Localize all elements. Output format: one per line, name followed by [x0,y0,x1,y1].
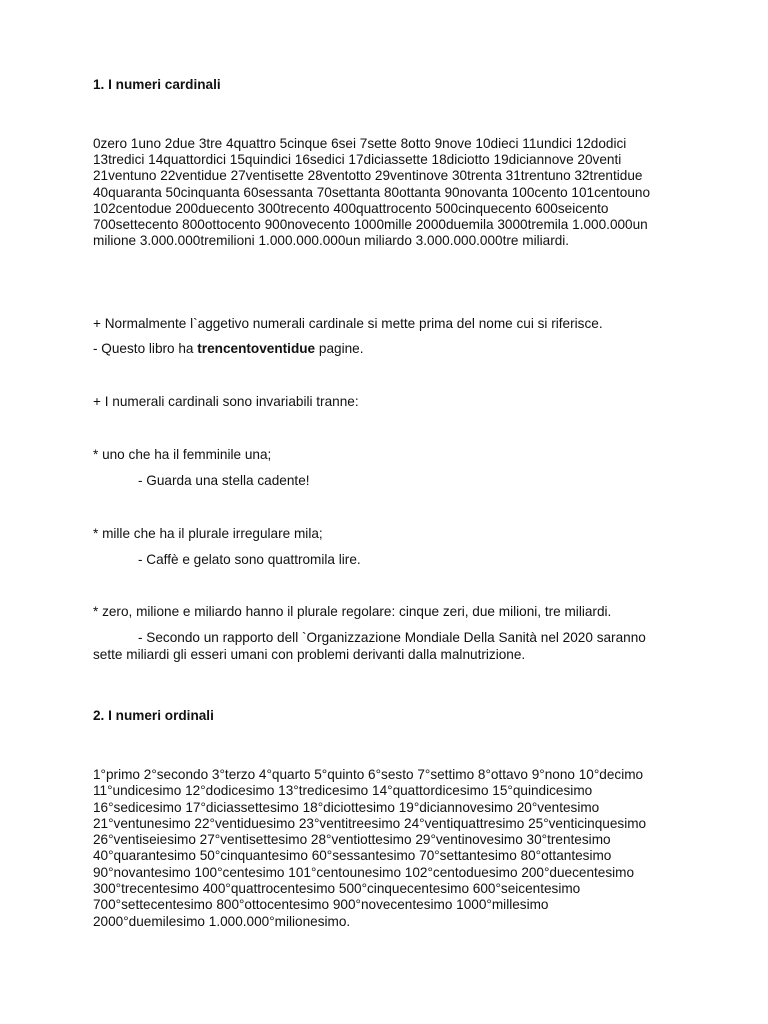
ordinal-line: 700°settecentesimo 800°ottocentesimo 900°novecentesimo 1000°millesimo [93,897,549,913]
ordinal-numbers-list [93,767,728,930]
ordinal-line: 40°quarantesimo 50°cinquantesimo 60°sessantesimo 70°settantesimo 80°ottantesimo [93,848,612,864]
ordinal-line: 11°undicesimo 12°dodicesimo 13°tredicesimo 14°quattordicesimo 15°quindicesimo [93,783,593,799]
rule-position: + Normalmente l`aggetivo numerali cardinale si mette prima del nome cui si riferisce. [93,316,603,331]
point-zero-milione-miliardo: * zero, milione e miliardo hanno il plurale regolare: cinque zeri, due milioni, tre miliardi. [93,604,612,619]
ordinal-line: 1°primo 2°secondo 3°terzo 4°quarto 5°quinto 6°sesto 7°settimo 8°ottavo 9°nono 10°decimo [93,767,644,782]
ordinal-line: 90°novantesimo 100°centesimo 101°centounesimo 102°centoduesimo 200°duecentesimo [93,864,635,880]
cardinal-numbers-list: 0zero 1uno 2due 3tre 4quattro 5cinque 6sei 7sette 8otto 9nove 10dieci 11undici 12dodici 13tredici 14quattordici 15quindici 16sedici 17diciassette 18diciotto 19diciannove 20venti 21ventuno 22ventidue 27ventisette 28ventotto 29ventinove 30trenta 31trentuno 32trentidue 40quaranta 50cinquanta 60sessanta 70settanta 80ottanta 90novanta 100cento 101centouno 102centodue 200duecento 300trecento 400quattrocento 500cinquecento 600seicento 700settecento 800ottocento 900novecento 1000mille 2000duemila 3000tremila 1.000.000un milione 3.000.000tremilioni 1.000.000.000un miliardo 3.000.000.000tre miliardi. [93,136,651,249]
example-text-post: pagine. [315,341,364,356]
point-mille: * mille che ha il plurale irregulare mila; [93,526,323,541]
example-mille: - Caffè e gelato sono quattromila lire. [138,552,361,567]
ordinal-line: 21°ventunesimo 22°ventiduesimo 23°ventitreesimo 24°ventiquattresimo 25°venticinquesimo [93,815,647,831]
section1-title: 1. I numeri cardinali [93,77,221,92]
example-uno: - Guarda una stella cadente! [138,473,310,488]
example-oms-line2: sette miliardi gli esseri umani con problemi derivanti dalla malnutrizione. [93,647,526,662]
ordinal-line: 2000°duemilesimo 1.000.000°milionesimo. [93,913,351,929]
example-oms-line1: - Secondo un rapporto dell `Organizzazione Mondiale Della Sanità nel 2020 saranno [138,630,646,645]
rule-invariable: + I numerali cardinali sono invariabili tranne: [93,394,359,409]
example-book-pages [93,341,678,357]
section2-title: 2. I numeri ordinali [93,708,214,723]
example-text-pre: - Questo libro ha [93,341,198,356]
ordinal-line: 16°sedicesimo 17°diciassettesimo 18°diciottesimo 19°diciannovesimo 20°ventesimo [93,799,600,815]
ordinal-line: 26°ventiseiesimo 27°ventisettesimo 28°ventiottesimo 29°ventinovesimo 30°trentesimo [93,832,611,848]
example-bold-number: trencentoventidue [197,341,316,356]
point-uno: * uno che ha il femminile una; [93,447,272,462]
ordinal-line: 300°trecentesimo 400°quattrocentesimo 500°cinquecentesimo 600°seicentesimo [93,881,581,897]
